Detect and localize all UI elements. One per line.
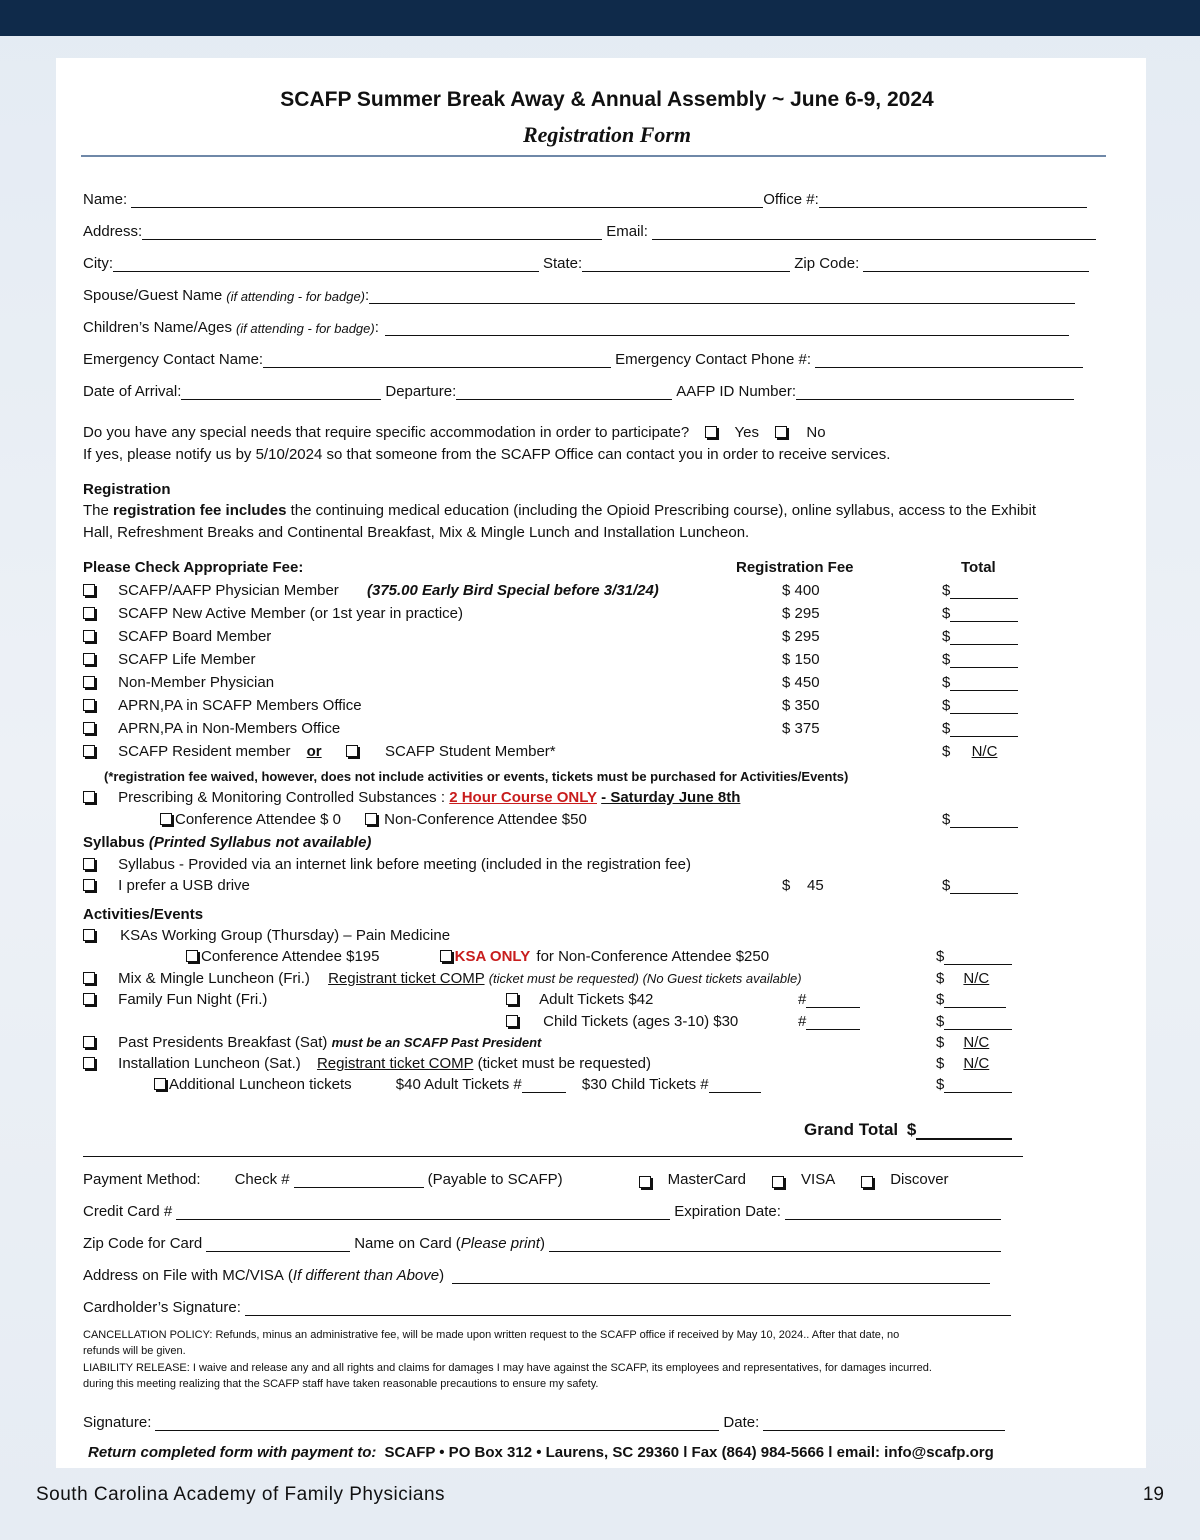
usb-row <box>83 877 250 894</box>
prescribing-checkbox[interactable] <box>83 791 95 803</box>
syllabus-link-label: Syllabus - Provided via an internet link before meeting (included in the registration fee) <box>118 856 691 873</box>
installation-total: $ N/C <box>936 1055 990 1072</box>
resident-checkbox[interactable] <box>83 745 95 757</box>
prescribing-row <box>83 789 740 806</box>
total-column-header: Total <box>961 559 996 576</box>
ksa-only-rest: for Non-Conference Attendee $250 <box>536 948 770 965</box>
name-on-card-label: Name on Card <box>354 1235 452 1252</box>
grand-total-divider <box>83 1156 1023 1157</box>
spouse-row: Spouse/Guest Name (if attending - for badge) : <box>83 284 1075 304</box>
ksa-row <box>83 927 450 944</box>
address-label: Address: <box>83 223 143 240</box>
grand-total-label: Grand Total <box>804 1120 899 1139</box>
signature-label: Signature: <box>83 1414 152 1431</box>
cancellation-policy-line1: CANCELLATION POLICY: Refunds, minus an administrative fee, will be made upon written request to the SCAFP office if received by May 10, 2024.. After that date, no <box>83 1329 900 1341</box>
additional-child-label: $30 Child Tickets # <box>581 1076 709 1093</box>
signature-field[interactable] <box>155 1416 719 1431</box>
card-zip-row: Zip Code for Card Name on Card ( Please print ) <box>83 1232 1001 1252</box>
mix-note: (ticket must be requested) (No Guest tickets available) <box>488 971 802 986</box>
checkbox[interactable] <box>83 699 95 711</box>
visa-checkbox[interactable] <box>772 1176 784 1188</box>
prescribing-red-label: 2 Hour Course ONLY <box>449 789 597 806</box>
name-label: Name: <box>83 191 128 208</box>
ksa-checkbox[interactable] <box>83 929 95 941</box>
registration-intro-line2: Hall, Refreshment Breaks and Continental Breakfast, Mix & Mingle Lunch and Installation Luncheon. <box>83 524 750 541</box>
fee-label: SCAFP New Active Member (or 1st year in practice) <box>118 605 464 622</box>
resident-total: $ N/C <box>942 743 998 760</box>
nonconf-attendee-label: Non-Conference Attendee $50 <box>384 811 587 828</box>
fee-row-new-active-member <box>83 605 463 622</box>
ksa-conf-label: Conference Attendee $195 <box>201 948 380 965</box>
past-presidents-note: must be an SCAFP Past President <box>331 1035 542 1050</box>
student-checkbox[interactable] <box>346 745 358 757</box>
fee-label: APRN,PA in SCAFP Members Office <box>118 697 362 714</box>
date-field[interactable] <box>763 1416 1005 1431</box>
special-needs-note: If yes, please notify us by 5/10/2024 so that someone from the SCAFP Office can contact you in order to receive services. <box>83 446 891 463</box>
usb-amount: $ 45 <box>782 877 824 894</box>
waived-note: (*registration fee waived, however, does not include activities or events, tickets must be purchased for Activities/Events) <box>104 769 849 784</box>
fee-label: SCAFP Board Member <box>118 628 272 645</box>
fee-row-life-member <box>83 651 255 668</box>
aafp-id-field[interactable] <box>796 385 1074 400</box>
check-number-field[interactable] <box>294 1173 424 1188</box>
children-note: (if attending - for badge) <box>235 321 375 336</box>
additional-adult-field[interactable] <box>522 1078 566 1093</box>
title-divider <box>81 155 1106 157</box>
adult-tickets-count-field[interactable]: # <box>798 991 860 1008</box>
ksa-options <box>186 948 769 965</box>
special-needs-row <box>83 424 826 441</box>
credit-card-row <box>83 1200 1001 1220</box>
form-subtitle: Registration Form <box>522 122 692 147</box>
name-on-card-field[interactable] <box>549 1237 1001 1252</box>
fee-amount: $ 400 <box>782 582 820 599</box>
student-label: SCAFP Student Member* <box>384 743 556 760</box>
fee-total-field[interactable]: $ <box>942 674 1018 691</box>
registration-form-page <box>56 58 1146 1468</box>
usb-label: I prefer a USB drive <box>118 877 250 894</box>
address-on-file-row: Address on File with MC/VISA ( If different than Above ) <box>83 1264 990 1284</box>
resident-label: SCAFP Resident member <box>118 743 291 760</box>
name-on-card-note: Please print <box>460 1235 540 1252</box>
installation-label: Installation Luncheon (Sat.) <box>118 1055 301 1072</box>
checkbox[interactable] <box>83 607 95 619</box>
spouse-field[interactable] <box>369 289 1075 304</box>
return-address: SCAFP • PO Box 312 • Laurens, SC 29360 l Fax (864) 984-5666 l email: info@scafp.org <box>384 1444 994 1461</box>
mix-label: Mix & Mingle Luncheon (Fri.) <box>118 970 310 987</box>
return-label: Return completed form with payment to: <box>88 1444 377 1461</box>
fee-total-field[interactable]: $ <box>942 651 1018 668</box>
mastercard-checkbox[interactable] <box>639 1176 651 1188</box>
fee-row-board-member <box>83 628 271 645</box>
address-field[interactable] <box>142 225 602 240</box>
usb-total-field[interactable]: $ <box>942 877 1018 894</box>
or-label: or <box>306 743 322 760</box>
emergency-phone-label: Emergency Contact Phone #: <box>615 351 812 368</box>
special-needs-yes-checkbox[interactable] <box>705 426 717 438</box>
check-label: Check # <box>234 1171 290 1188</box>
nonconf-attendee-checkbox[interactable] <box>365 813 377 825</box>
checkbox[interactable] <box>83 653 95 665</box>
city-label: City: <box>83 255 113 272</box>
past-presidents-checkbox[interactable] <box>83 1036 95 1048</box>
aafp-id-label: AAFP ID Number: <box>676 383 797 400</box>
signature-row <box>83 1411 1005 1431</box>
family-checkbox[interactable] <box>83 993 95 1005</box>
checkbox[interactable] <box>83 584 95 596</box>
fee-total-field[interactable]: $ <box>942 605 1018 622</box>
prescribing-total-field[interactable]: $ <box>942 811 1018 828</box>
registration-fee-column-header: Registration Fee <box>736 559 854 576</box>
additional-luncheon-label: Additional Luncheon tickets <box>169 1076 352 1093</box>
installation-checkbox[interactable] <box>83 1057 95 1069</box>
email-field[interactable] <box>652 225 1096 240</box>
installation-comp: Registrant ticket COMP <box>316 1055 474 1072</box>
fee-total-field[interactable]: $ <box>942 582 1018 599</box>
fee-column-header: Please Check Appropriate Fee: <box>83 559 304 576</box>
installation-note: (ticket must be requested) <box>477 1055 652 1072</box>
mix-comp: Registrant ticket COMP <box>328 970 485 987</box>
visa-label: VISA <box>801 1171 836 1188</box>
zip-field[interactable] <box>863 257 1089 272</box>
card-zip-field[interactable] <box>206 1237 350 1252</box>
ksa-conf-checkbox[interactable] <box>186 950 198 962</box>
family-child-total-field[interactable]: $ <box>936 1013 1012 1030</box>
prescribing-date: - Saturday June 8th <box>601 789 741 806</box>
grand-total-field[interactable] <box>916 1122 1012 1140</box>
cardholder-signature-field[interactable] <box>245 1301 1011 1316</box>
top-banner <box>0 0 1200 36</box>
activities-heading: Activities/Events <box>83 906 204 923</box>
additional-adult-label: $40 Adult Tickets # <box>395 1076 522 1093</box>
office-label: Office #: <box>763 191 819 208</box>
mastercard-label: MasterCard <box>667 1171 747 1188</box>
emergency-name-label: Emergency Contact Name: <box>83 351 264 368</box>
emergency-phone-field[interactable] <box>815 353 1083 368</box>
discover-label: Discover <box>890 1171 949 1188</box>
fee-label: SCAFP/AAFP Physician Member <box>118 582 339 599</box>
cardholder-signature-row <box>83 1296 1011 1316</box>
checkbox[interactable] <box>83 630 95 642</box>
page-number: 19 <box>1142 1484 1164 1505</box>
emergency-row <box>83 348 1083 368</box>
departure-label: Departure: <box>385 383 457 400</box>
credit-card-field[interactable] <box>176 1205 670 1220</box>
special-needs-question: Do you have any special needs that require specific accommodation in order to participate? <box>83 424 690 441</box>
family-label: Family Fun Night (Fri.) <box>118 991 268 1008</box>
fee-amount: $ 295 <box>782 628 820 645</box>
card-zip-label: Zip Code for Card <box>83 1235 203 1252</box>
cardholder-signature-label: Cardholder’s Signature: <box>83 1299 241 1316</box>
conf-attendee-checkbox[interactable] <box>160 813 172 825</box>
child-tickets-checkbox[interactable] <box>506 1015 518 1027</box>
address-row <box>83 220 1096 240</box>
fee-amount: $ 375 <box>782 720 820 737</box>
children-field[interactable] <box>385 321 1069 336</box>
ksa-label: KSAs Working Group (Thursday) – Pain Medicine <box>120 927 451 944</box>
registration-heading: Registration <box>83 481 171 498</box>
family-adult-total-field[interactable]: $ <box>936 991 1006 1008</box>
spouse-note: (if attending - for badge) <box>226 289 365 304</box>
payment-method-label: Payment Method: <box>83 1171 201 1188</box>
special-needs-yes-label: Yes <box>734 424 760 441</box>
fee-row-aprn-members <box>83 697 362 714</box>
syllabus-note: (Printed Syllabus not available) <box>148 834 372 851</box>
additional-luncheon-row <box>154 1076 761 1093</box>
credit-card-label: Credit Card # <box>83 1203 173 1220</box>
name-row <box>83 188 1087 208</box>
checkbox[interactable] <box>83 676 95 688</box>
arrival-field[interactable] <box>181 385 381 400</box>
fee-row-resident-student <box>83 743 556 760</box>
arrival-label: Date of Arrival: <box>83 383 182 400</box>
fee-total-field[interactable]: $ <box>942 697 1018 714</box>
return-instructions <box>88 1444 994 1461</box>
fee-amount: $ 350 <box>782 697 820 714</box>
past-presidents-row <box>83 1034 541 1051</box>
ksa-only-checkbox[interactable] <box>440 950 452 962</box>
mix-row <box>83 970 802 987</box>
checkbox[interactable] <box>83 722 95 734</box>
fee-total-field[interactable]: $ <box>942 628 1018 645</box>
family-row <box>83 991 267 1008</box>
office-field[interactable] <box>819 193 1087 208</box>
fee-label: Non-Member Physician <box>118 674 275 691</box>
adult-tickets-checkbox[interactable] <box>506 993 518 1005</box>
registration-intro-line1 <box>83 502 1036 519</box>
payment-method-row <box>83 1168 949 1188</box>
fee-label: APRN,PA in Non-Members Office <box>118 720 341 737</box>
emergency-name-field[interactable] <box>263 353 611 368</box>
state-field[interactable] <box>582 257 790 272</box>
installation-row <box>83 1055 651 1072</box>
adult-tickets-label: Adult Tickets $42 <box>539 991 654 1008</box>
usb-checkbox[interactable] <box>83 879 95 891</box>
discover-checkbox[interactable] <box>861 1176 873 1188</box>
footer-organization: South Carolina Academy of Family Physicians <box>36 1484 446 1505</box>
liability-release-line2: during this meeting realizing that the SCAFP staff have taken reasonable precautions to ensure my safety. <box>83 1378 599 1390</box>
fee-row-non-member <box>83 674 274 691</box>
mix-total: $ N/C <box>936 970 990 987</box>
address-on-file-field[interactable] <box>452 1269 990 1284</box>
expiration-field[interactable] <box>785 1205 1001 1220</box>
city-row <box>83 252 1089 272</box>
children-row: Children’s Name/Ages (if attending - for badge) : <box>83 316 1069 336</box>
grand-total-row: Grand Total $ <box>804 1120 1012 1140</box>
fee-total-field[interactable]: $ <box>942 720 1018 737</box>
adult-tickets-row <box>506 991 653 1008</box>
special-needs-no-checkbox[interactable] <box>775 426 787 438</box>
fee-row-physician-member <box>83 582 659 599</box>
cancellation-policy-line2: refunds will be given. <box>83 1345 186 1357</box>
additional-luncheon-total-field[interactable]: $ <box>936 1076 1012 1093</box>
syllabus-heading <box>83 834 371 851</box>
child-tickets-row <box>506 1013 738 1030</box>
fee-amount: $ 295 <box>782 605 820 622</box>
syllabus-link-checkbox[interactable] <box>83 858 95 870</box>
syllabus-link-row <box>83 856 691 873</box>
children-label: Children’s Name/Ages <box>83 319 232 336</box>
fee-amount: $ 150 <box>782 651 820 668</box>
intro-bold: registration fee includes <box>113 502 287 519</box>
spouse-label: Spouse/Guest Name <box>83 287 223 304</box>
child-tickets-label: Child Tickets (ages 3-10) $30 <box>543 1013 739 1030</box>
expiration-label: Expiration Date: <box>674 1203 781 1220</box>
past-presidents-label: Past Presidents Breakfast (Sat) <box>118 1034 328 1051</box>
fee-amount: $ 450 <box>782 674 820 691</box>
name-field[interactable] <box>131 193 763 208</box>
intro-prefix: The <box>83 502 109 519</box>
city-field[interactable] <box>113 257 539 272</box>
form-title: SCAFP Summer Break Away & Annual Assembly ~ June 6-9, 2024 <box>280 88 934 111</box>
fee-label: SCAFP Life Member <box>118 651 256 668</box>
syllabus-title: Syllabus <box>83 834 145 851</box>
ksa-only-label: KSA ONLY <box>454 948 531 965</box>
email-label: Email: <box>606 223 648 240</box>
prescribing-label: Prescribing & Monitoring Controlled Substances : <box>118 789 446 806</box>
departure-field[interactable] <box>456 385 672 400</box>
payable-label: (Payable to SCAFP) <box>427 1171 563 1188</box>
conf-attendee-label: Conference Attendee $ 0 <box>175 811 341 828</box>
additional-child-field[interactable] <box>709 1078 761 1093</box>
dates-row <box>83 380 1074 400</box>
liability-release-line1: LIABILITY RELEASE: I waive and release any and all rights and claims for damages I may have against the SCAFP, its employees and representatives, for damages incurred. <box>83 1362 932 1374</box>
date-label: Date: <box>723 1414 760 1431</box>
child-tickets-count-field[interactable]: # <box>798 1013 860 1030</box>
past-presidents-total: $ N/C <box>936 1034 990 1051</box>
address-on-file-note: If different than Above <box>292 1267 440 1284</box>
early-bird-note: (375.00 Early Bird Special before 3/31/24) <box>366 582 659 599</box>
special-needs-no-label: No <box>806 424 826 441</box>
prescribing-options <box>160 811 587 828</box>
state-label: State: <box>543 255 583 272</box>
ksa-total-field[interactable]: $ <box>936 948 1012 965</box>
mix-checkbox[interactable] <box>83 972 95 984</box>
fee-row-aprn-non-members <box>83 720 340 737</box>
intro-rest: the continuing medical education (including the Opioid Prescribing course), online syllabus, access to the Exhibit <box>290 502 1037 519</box>
address-on-file-label: Address on File with MC/VISA <box>83 1267 284 1284</box>
zip-label: Zip Code: <box>794 255 860 272</box>
additional-luncheon-checkbox[interactable] <box>154 1078 166 1090</box>
